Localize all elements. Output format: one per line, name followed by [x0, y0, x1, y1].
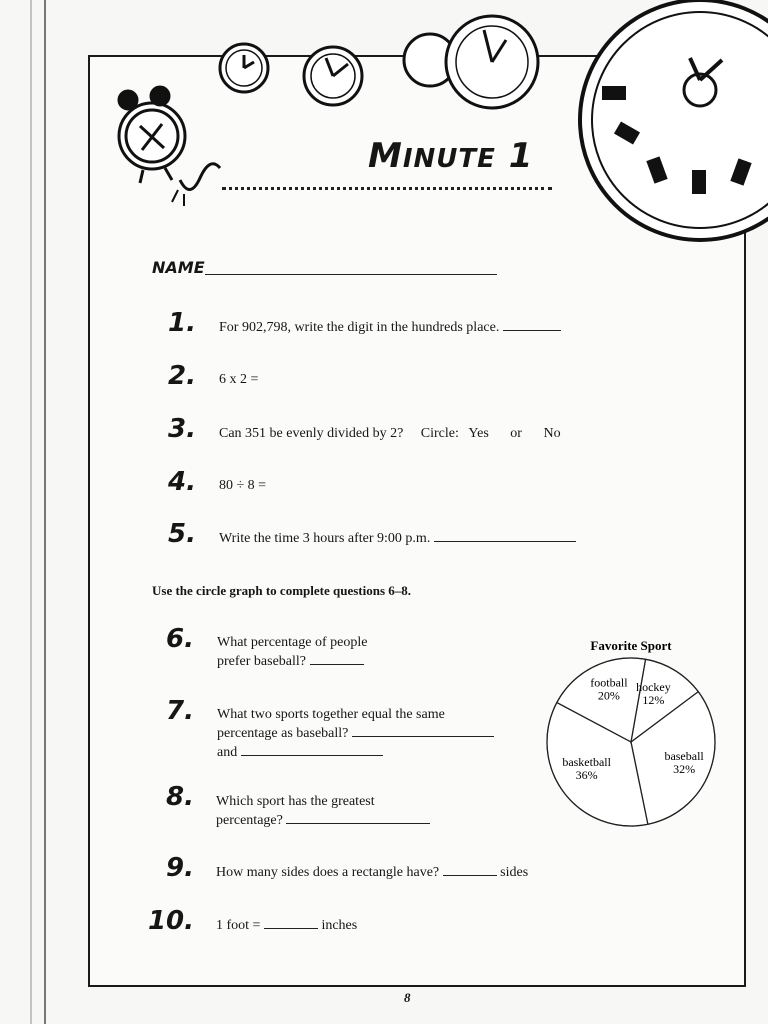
option-no[interactable]: No — [543, 426, 561, 441]
slice-label-baseball: baseball — [664, 748, 704, 763]
slice-value-baseball: 32% — [673, 761, 696, 776]
wall-clock-icon-3 — [404, 16, 538, 108]
question-6: What percentage of people prefer baseball? — [217, 635, 368, 669]
running-alarm-clock-icon — [119, 87, 220, 206]
question-number: 9. — [166, 853, 194, 883]
favorite-sport-pie-chart — [540, 630, 730, 835]
question-number: 1. — [168, 308, 196, 338]
slice-label-basketball: basketball — [562, 755, 611, 770]
answer-blank[interactable] — [503, 318, 561, 331]
question-number: 6. — [166, 624, 194, 654]
question-number: 5. — [168, 519, 196, 549]
title-dotted-rule — [222, 187, 552, 190]
large-clock-icon — [580, 0, 768, 240]
slice-value-hockey: 12% — [642, 693, 665, 708]
question-8: Which sport has the greatest percentage? — [216, 793, 430, 830]
answer-blank[interactable] — [286, 811, 430, 824]
question-2: 6 x 2 = — [219, 372, 259, 387]
question-10: 1 foot = inches — [216, 918, 358, 933]
answer-blank[interactable] — [264, 916, 318, 929]
clock-icons — [0, 0, 768, 240]
answer-blank[interactable] — [434, 529, 576, 542]
question-3: Can 351 be evenly divided by 2? Circle: Yes or No — [219, 426, 561, 441]
question-7: What two sports together equal the same percentage as baseball? and — [217, 706, 494, 762]
slice-value-football: 20% — [597, 688, 620, 703]
slice-value-basketball: 36% — [575, 768, 598, 783]
option-yes[interactable]: Yes — [468, 426, 489, 441]
question-1: For 902,798, write the digit in the hundreds place. — [219, 318, 561, 337]
question-number: 2. — [168, 361, 196, 391]
question-4: 80 ÷ 8 = — [219, 478, 267, 493]
question-number: 8. — [166, 782, 194, 812]
question-number: 7. — [166, 696, 194, 726]
answer-blank[interactable] — [443, 863, 497, 876]
question-number: 3. — [168, 414, 196, 444]
question-5: Write the time 3 hours after 9:00 p.m. — [219, 529, 576, 548]
name-label: NAME — [152, 258, 205, 277]
name-field[interactable] — [205, 274, 497, 275]
page-number: 8 — [404, 990, 411, 1005]
instructions: Use the circle graph to complete questions 6–8. — [152, 583, 412, 598]
worksheet-title: MINUTE 1 — [368, 136, 534, 176]
question-number: 4. — [168, 467, 196, 497]
question-9: How many sides does a rectangle have? sides — [216, 865, 529, 880]
slice-label-football: football — [590, 675, 628, 690]
answer-blank[interactable] — [241, 743, 383, 756]
wall-clock-icon-2 — [304, 47, 362, 105]
chart-title: Favorite Sport — [590, 638, 672, 653]
slice-label-hockey: hockey — [636, 680, 671, 695]
answer-blank[interactable] — [310, 652, 364, 665]
question-number: 10. — [147, 906, 194, 936]
wall-clock-icon-1 — [220, 44, 268, 92]
answer-blank[interactable] — [352, 724, 494, 737]
